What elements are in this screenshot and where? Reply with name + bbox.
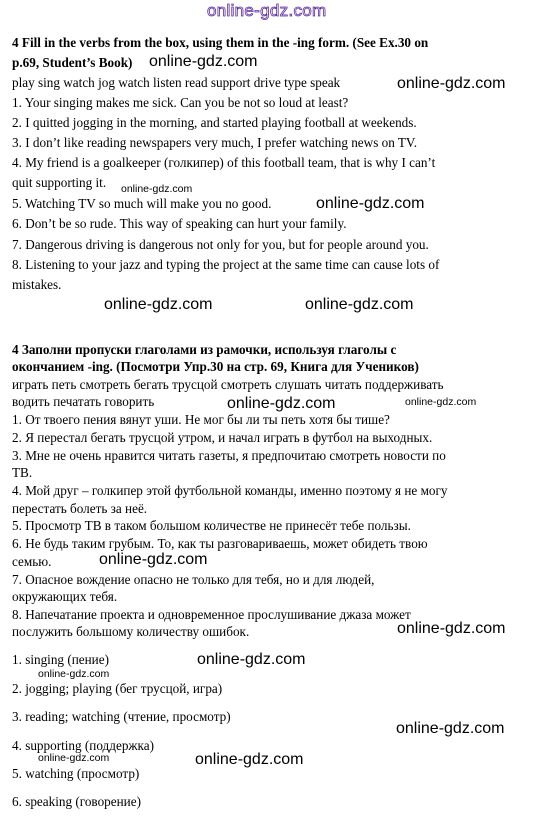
sentence-ru-2: 2. Я перестал бегать трусцой утром, и начал играть в футбол на выходных. xyxy=(12,430,433,445)
sentence-ru-7: 7. Опасное вождение опасно не только для тебя, но и для людей, xyxy=(12,572,375,587)
sentence-ru-3: 3. Мне не очень нравится читать газеты, я предпочитаю смотреть новости по xyxy=(12,448,446,463)
exercise-title-ru-cont: окончанием -ing. (Посмотри Упр.30 на стр. 69, Книга для Учеников) xyxy=(12,359,419,374)
watermark: online-gdz.com xyxy=(104,296,213,313)
watermark: online-gdz.com xyxy=(397,75,506,92)
watermark: online-gdz.com xyxy=(121,183,193,195)
sentence-ru-6: 6. Не будь таким грубым. То, как ты разговариваешь, может обидеть твою xyxy=(12,536,428,551)
sentence-en-7: 7. Dangerous driving is dangerous not only for you, but for people around you. xyxy=(12,237,429,252)
sentence-en-5: 5. Watching TV so much will make you no good. xyxy=(12,196,272,211)
sentence-en-2: 2. I quitted jogging in the morning, and started playing football at weekends. xyxy=(12,115,417,130)
watermark: online-gdz.com xyxy=(99,551,208,568)
watermark: online-gdz.com xyxy=(397,620,506,637)
answer-1: 1. singing (пение) xyxy=(12,652,109,667)
watermark: online-gdz.com xyxy=(227,395,336,412)
sentence-en-1: 1. Your singing makes me sick. Can you be not so loud at least? xyxy=(12,95,349,110)
answer-2: 2. jogging; playing (бег трусцой, игра) xyxy=(12,681,223,696)
watermark: online-gdz.com xyxy=(405,396,477,408)
exercise-title-en-cont: p.69, Student’s Book) xyxy=(12,55,133,70)
sentence-en-3: 3. I don’t like reading newspapers very much, I prefer watching news on TV. xyxy=(12,135,418,150)
word-box-ru-cont: водить печатать говорить xyxy=(12,394,155,409)
answer-6: 6. speaking (говорение) xyxy=(12,794,141,809)
answer-3: 3. reading; watching (чтение, просмотр) xyxy=(12,709,231,724)
watermark: online-gdz.com xyxy=(195,751,304,768)
sentence-ru-3-cont: ТВ. xyxy=(12,465,33,480)
sentence-ru-4-cont: перестать болеть за неё. xyxy=(12,501,148,516)
watermark-top: online-gdz.com xyxy=(207,1,327,20)
sentence-ru-1: 1. От твоего пения вянут уши. Не мог бы ли ты петь хотя бы тише? xyxy=(12,412,390,427)
word-box-en: play sing watch jog watch listen read support drive type speak xyxy=(12,75,341,90)
watermark: online-gdz.com xyxy=(316,195,425,212)
sentence-en-4: 4. My friend is a goalkeeper (голкипер) of this football team, that is why I can’t xyxy=(12,155,436,170)
sentence-en-8-cont: mistakes. xyxy=(12,277,62,292)
sentence-ru-5: 5. Просмотр ТВ в таком большом количестве не принесёт тебе пользы. xyxy=(12,518,411,533)
sentence-ru-7-cont: окружающих тебя. xyxy=(12,589,118,604)
watermark: online-gdz.com xyxy=(38,752,110,764)
sentence-ru-6-cont: семью. xyxy=(12,554,52,569)
sentence-ru-4: 4. Мой друг – голкипер этой футбольной команды, именно поэтому я не могу xyxy=(12,483,448,498)
sentence-en-6: 6. Don’t be so rude. This way of speaking can hurt your family. xyxy=(12,216,347,231)
watermark: online-gdz.com xyxy=(197,651,306,668)
watermark: online-gdz.com xyxy=(305,296,414,313)
watermark: online-gdz.com xyxy=(38,668,110,680)
watermark: online-gdz.com xyxy=(149,53,258,70)
exercise-title-ru: 4 Заполни пропуски глаголами из рамочки, используя глаголы с xyxy=(12,342,397,357)
sentence-en-8: 8. Listening to your jazz and typing the project at the same time can cause lots of xyxy=(12,257,440,272)
watermark: online-gdz.com xyxy=(396,720,505,737)
answer-5: 5. watching (просмотр) xyxy=(12,766,140,781)
word-box-ru: играть петь смотреть бегать трусцой смотреть слушать читать поддерживать xyxy=(12,377,444,392)
sentence-en-4-cont: quit supporting it. xyxy=(12,175,107,190)
exercise-title-en: 4 Fill in the verbs from the box, using them in the -ing form. (See Ex.30 on xyxy=(12,35,429,50)
answer-4: 4. supporting (поддержка) xyxy=(12,738,154,753)
sentence-ru-8-cont: послужить большому количеству ошибок. xyxy=(12,624,250,639)
sentence-ru-8: 8. Напечатание проекта и одновременное прослушивание джаза может xyxy=(12,607,411,622)
